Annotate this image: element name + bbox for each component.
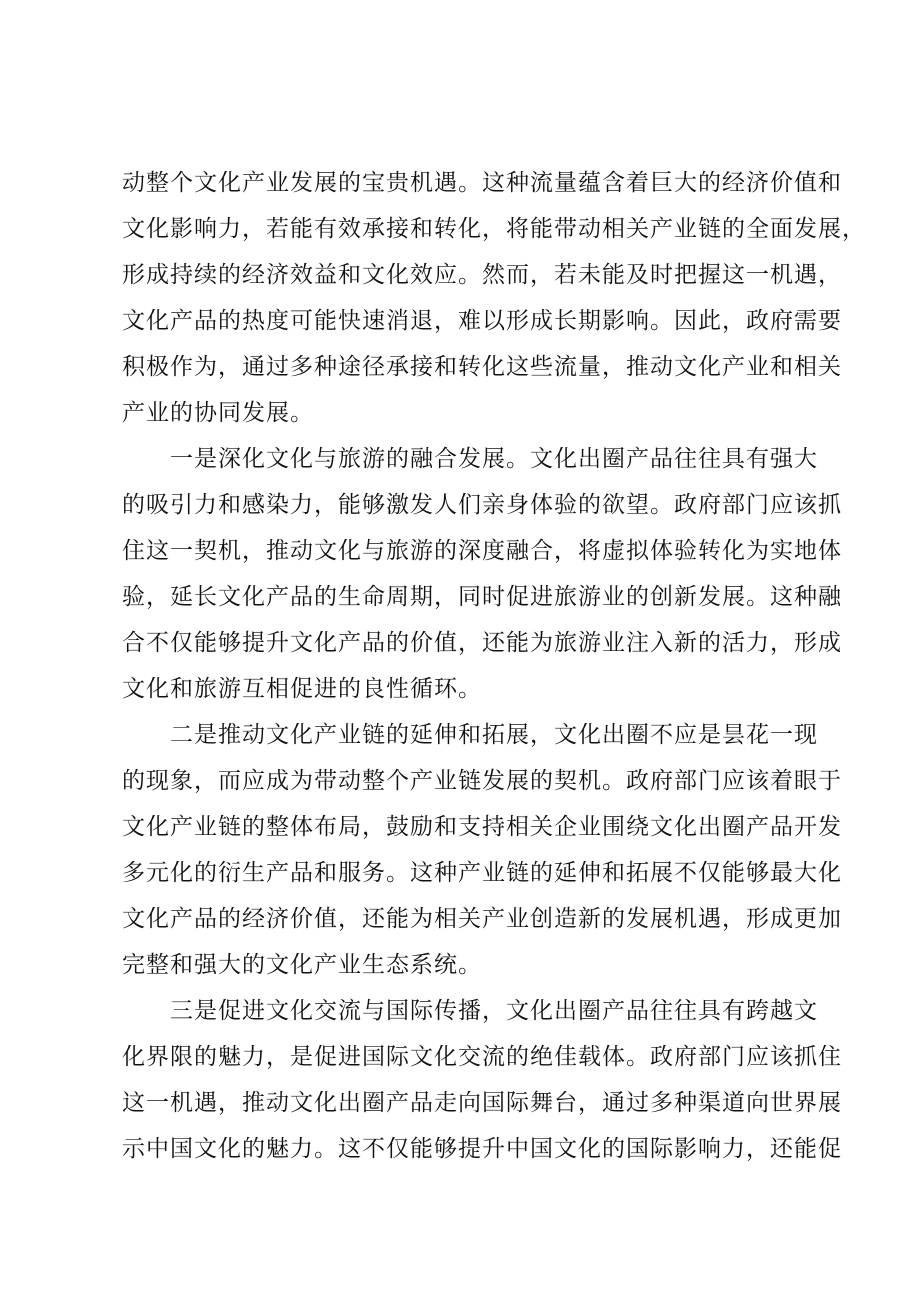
paragraph-3: [122, 712, 842, 988]
paragraph-4: [122, 988, 842, 1172]
text-line: 文化影响力，若能有效承接和转化，将能带动相关产业链的全面发展，: [122, 216, 866, 242]
text-line: 这一机遇，推动文化出圈产品走向国际舞台，通过多种渠道向世界展: [122, 1090, 842, 1116]
text-line: 积极作为，通过多种途径承接和转化这些流量，推动文化产业和相关: [122, 354, 842, 380]
text-line: 示中国文化的魅力。这不仅能够提升中国文化的国际影响力，还能促: [122, 1136, 842, 1162]
text-line: 动整个文化产业发展的宝贵机遇。这种流量蕴含着巨大的经济价值和: [122, 170, 842, 196]
text-line: 合不仅能够提升文化产品的价值，还能为旅游业注入新的活力，形成: [122, 630, 842, 656]
text-line: 化界限的魅力，是促进国际文化交流的绝佳载体。政府部门应该抓住: [122, 1044, 842, 1070]
text-line: 文化产业链的整体布局，鼓励和支持相关企业围绕文化出圈产品开发: [122, 814, 842, 840]
text-line: 文化产品的经济价值，还能为相关产业创造新的发展机遇，形成更加: [122, 906, 842, 932]
text-line: 三是促进文化交流与国际传播，文化出圈产品往往具有跨越文: [170, 998, 818, 1024]
paragraph-1: [122, 160, 866, 436]
text-line: 一是深化文化与旅游的融合发展。文化出圈产品往往具有强大: [170, 446, 818, 472]
text-line: 的现象，而应成为带动整个产业链发展的契机。政府部门应该着眼于: [122, 768, 842, 794]
text-line: 产业的协同发展。: [122, 400, 314, 426]
text-line: 住这一契机，推动文化与旅游的深度融合，将虚拟体验转化为实地体: [122, 538, 842, 564]
text-line: 验，延长文化产品的生命周期，同时促进旅游业的创新发展。这种融: [122, 584, 842, 610]
text-line: 多元化的衍生产品和服务。这种产业链的延伸和拓展不仅能够最大化: [122, 860, 842, 886]
text-line: 的吸引力和感染力，能够激发人们亲身体验的欲望。政府部门应该抓: [122, 492, 842, 518]
body-text: [122, 160, 866, 1172]
text-line: 完整和强大的文化产业生态系统。: [122, 952, 482, 978]
text-line: 文化和旅游互相促进的良性循环。: [122, 676, 482, 702]
text-line: 二是推动文化产业链的延伸和拓展，文化出圈不应是昙花一现: [170, 722, 818, 748]
text-line: 文化产品的热度可能快速消退，难以形成长期影响。因此，政府需要: [122, 308, 842, 334]
text-line: 形成持续的经济效益和文化效应。然而，若未能及时把握这一机遇，: [122, 262, 842, 288]
paragraph-2: [122, 436, 842, 712]
